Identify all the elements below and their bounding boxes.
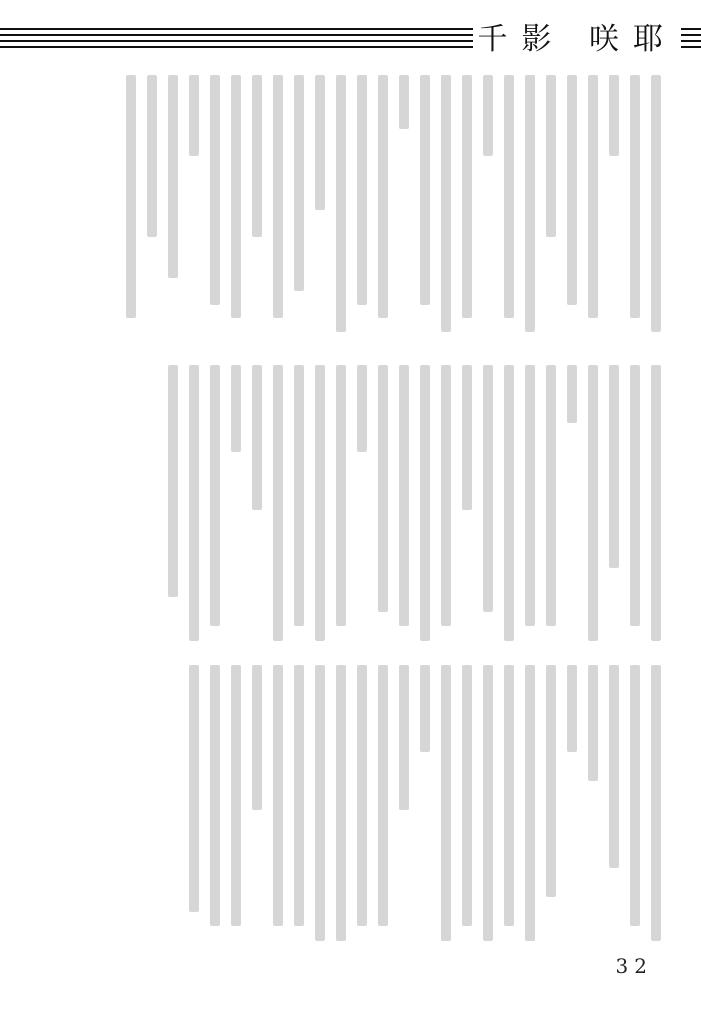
text-column-placeholder	[315, 75, 325, 210]
text-column-placeholder	[525, 75, 535, 332]
text-column-placeholder	[315, 665, 325, 941]
text-column-placeholder	[252, 665, 262, 810]
text-column-placeholder	[567, 365, 577, 423]
text-column-placeholder	[357, 665, 367, 926]
text-column-placeholder	[294, 75, 304, 291]
text-column-placeholder	[651, 665, 661, 941]
text-column-placeholder	[441, 665, 451, 941]
text-column-placeholder	[189, 75, 199, 156]
text-column-placeholder	[483, 665, 493, 941]
text-column-placeholder	[420, 365, 430, 641]
text-column-placeholder	[546, 75, 556, 237]
text-column-placeholder	[504, 75, 514, 318]
text-column-placeholder	[147, 75, 157, 237]
text-column-placeholder	[609, 75, 619, 156]
text-column-placeholder	[210, 365, 220, 626]
text-column-placeholder	[210, 75, 220, 305]
text-column-placeholder	[567, 665, 577, 752]
text-tier-top	[45, 75, 661, 345]
text-column-placeholder	[651, 365, 661, 641]
text-column-placeholder	[609, 365, 619, 568]
page-number: 32	[615, 954, 653, 978]
text-tier-bottom	[45, 665, 661, 955]
text-column-placeholder	[630, 665, 640, 926]
text-column-placeholder	[189, 665, 199, 912]
text-column-placeholder	[588, 365, 598, 641]
text-column-placeholder	[378, 365, 388, 612]
text-column-placeholder	[315, 365, 325, 641]
text-column-placeholder	[336, 665, 346, 941]
text-column-placeholder	[273, 75, 283, 318]
text-column-placeholder	[189, 365, 199, 641]
text-column-placeholder	[546, 665, 556, 897]
text-column-placeholder	[252, 75, 262, 237]
text-column-placeholder	[252, 365, 262, 510]
text-column-placeholder	[441, 365, 451, 626]
text-column-placeholder	[357, 75, 367, 305]
text-column-placeholder	[525, 665, 535, 941]
text-column-placeholder	[504, 665, 514, 926]
text-column-placeholder	[462, 75, 472, 318]
text-tier-middle	[45, 365, 661, 655]
text-column-placeholder	[336, 365, 346, 626]
text-column-placeholder	[462, 365, 472, 510]
text-column-placeholder	[483, 75, 493, 156]
text-column-placeholder	[378, 75, 388, 318]
text-column-placeholder	[357, 365, 367, 452]
text-column-placeholder	[231, 665, 241, 926]
text-column-placeholder	[483, 365, 493, 612]
text-column-placeholder	[336, 75, 346, 332]
text-column-placeholder	[378, 665, 388, 926]
text-column-placeholder	[273, 365, 283, 641]
text-column-placeholder	[462, 665, 472, 926]
page-title: 千影 咲耶	[473, 14, 681, 58]
text-column-placeholder	[294, 665, 304, 926]
text-column-placeholder	[210, 665, 220, 926]
text-column-placeholder	[420, 665, 430, 752]
text-column-placeholder	[588, 665, 598, 781]
text-column-placeholder	[441, 75, 451, 332]
text-column-placeholder	[399, 75, 409, 129]
text-column-placeholder	[231, 75, 241, 318]
text-column-placeholder	[126, 75, 136, 318]
text-column-placeholder	[525, 365, 535, 626]
text-column-placeholder	[546, 365, 556, 626]
text-column-placeholder	[567, 75, 577, 305]
text-column-placeholder	[630, 365, 640, 626]
text-column-placeholder	[420, 75, 430, 305]
text-column-placeholder	[651, 75, 661, 332]
text-column-placeholder	[588, 75, 598, 318]
text-column-placeholder	[168, 75, 178, 278]
text-column-placeholder	[399, 665, 409, 810]
text-column-placeholder	[294, 365, 304, 626]
text-column-placeholder	[609, 665, 619, 868]
text-column-placeholder	[630, 75, 640, 318]
text-column-placeholder	[504, 365, 514, 641]
text-column-placeholder	[399, 365, 409, 626]
text-column-placeholder	[168, 365, 178, 597]
text-column-placeholder	[231, 365, 241, 452]
text-column-placeholder	[273, 665, 283, 926]
